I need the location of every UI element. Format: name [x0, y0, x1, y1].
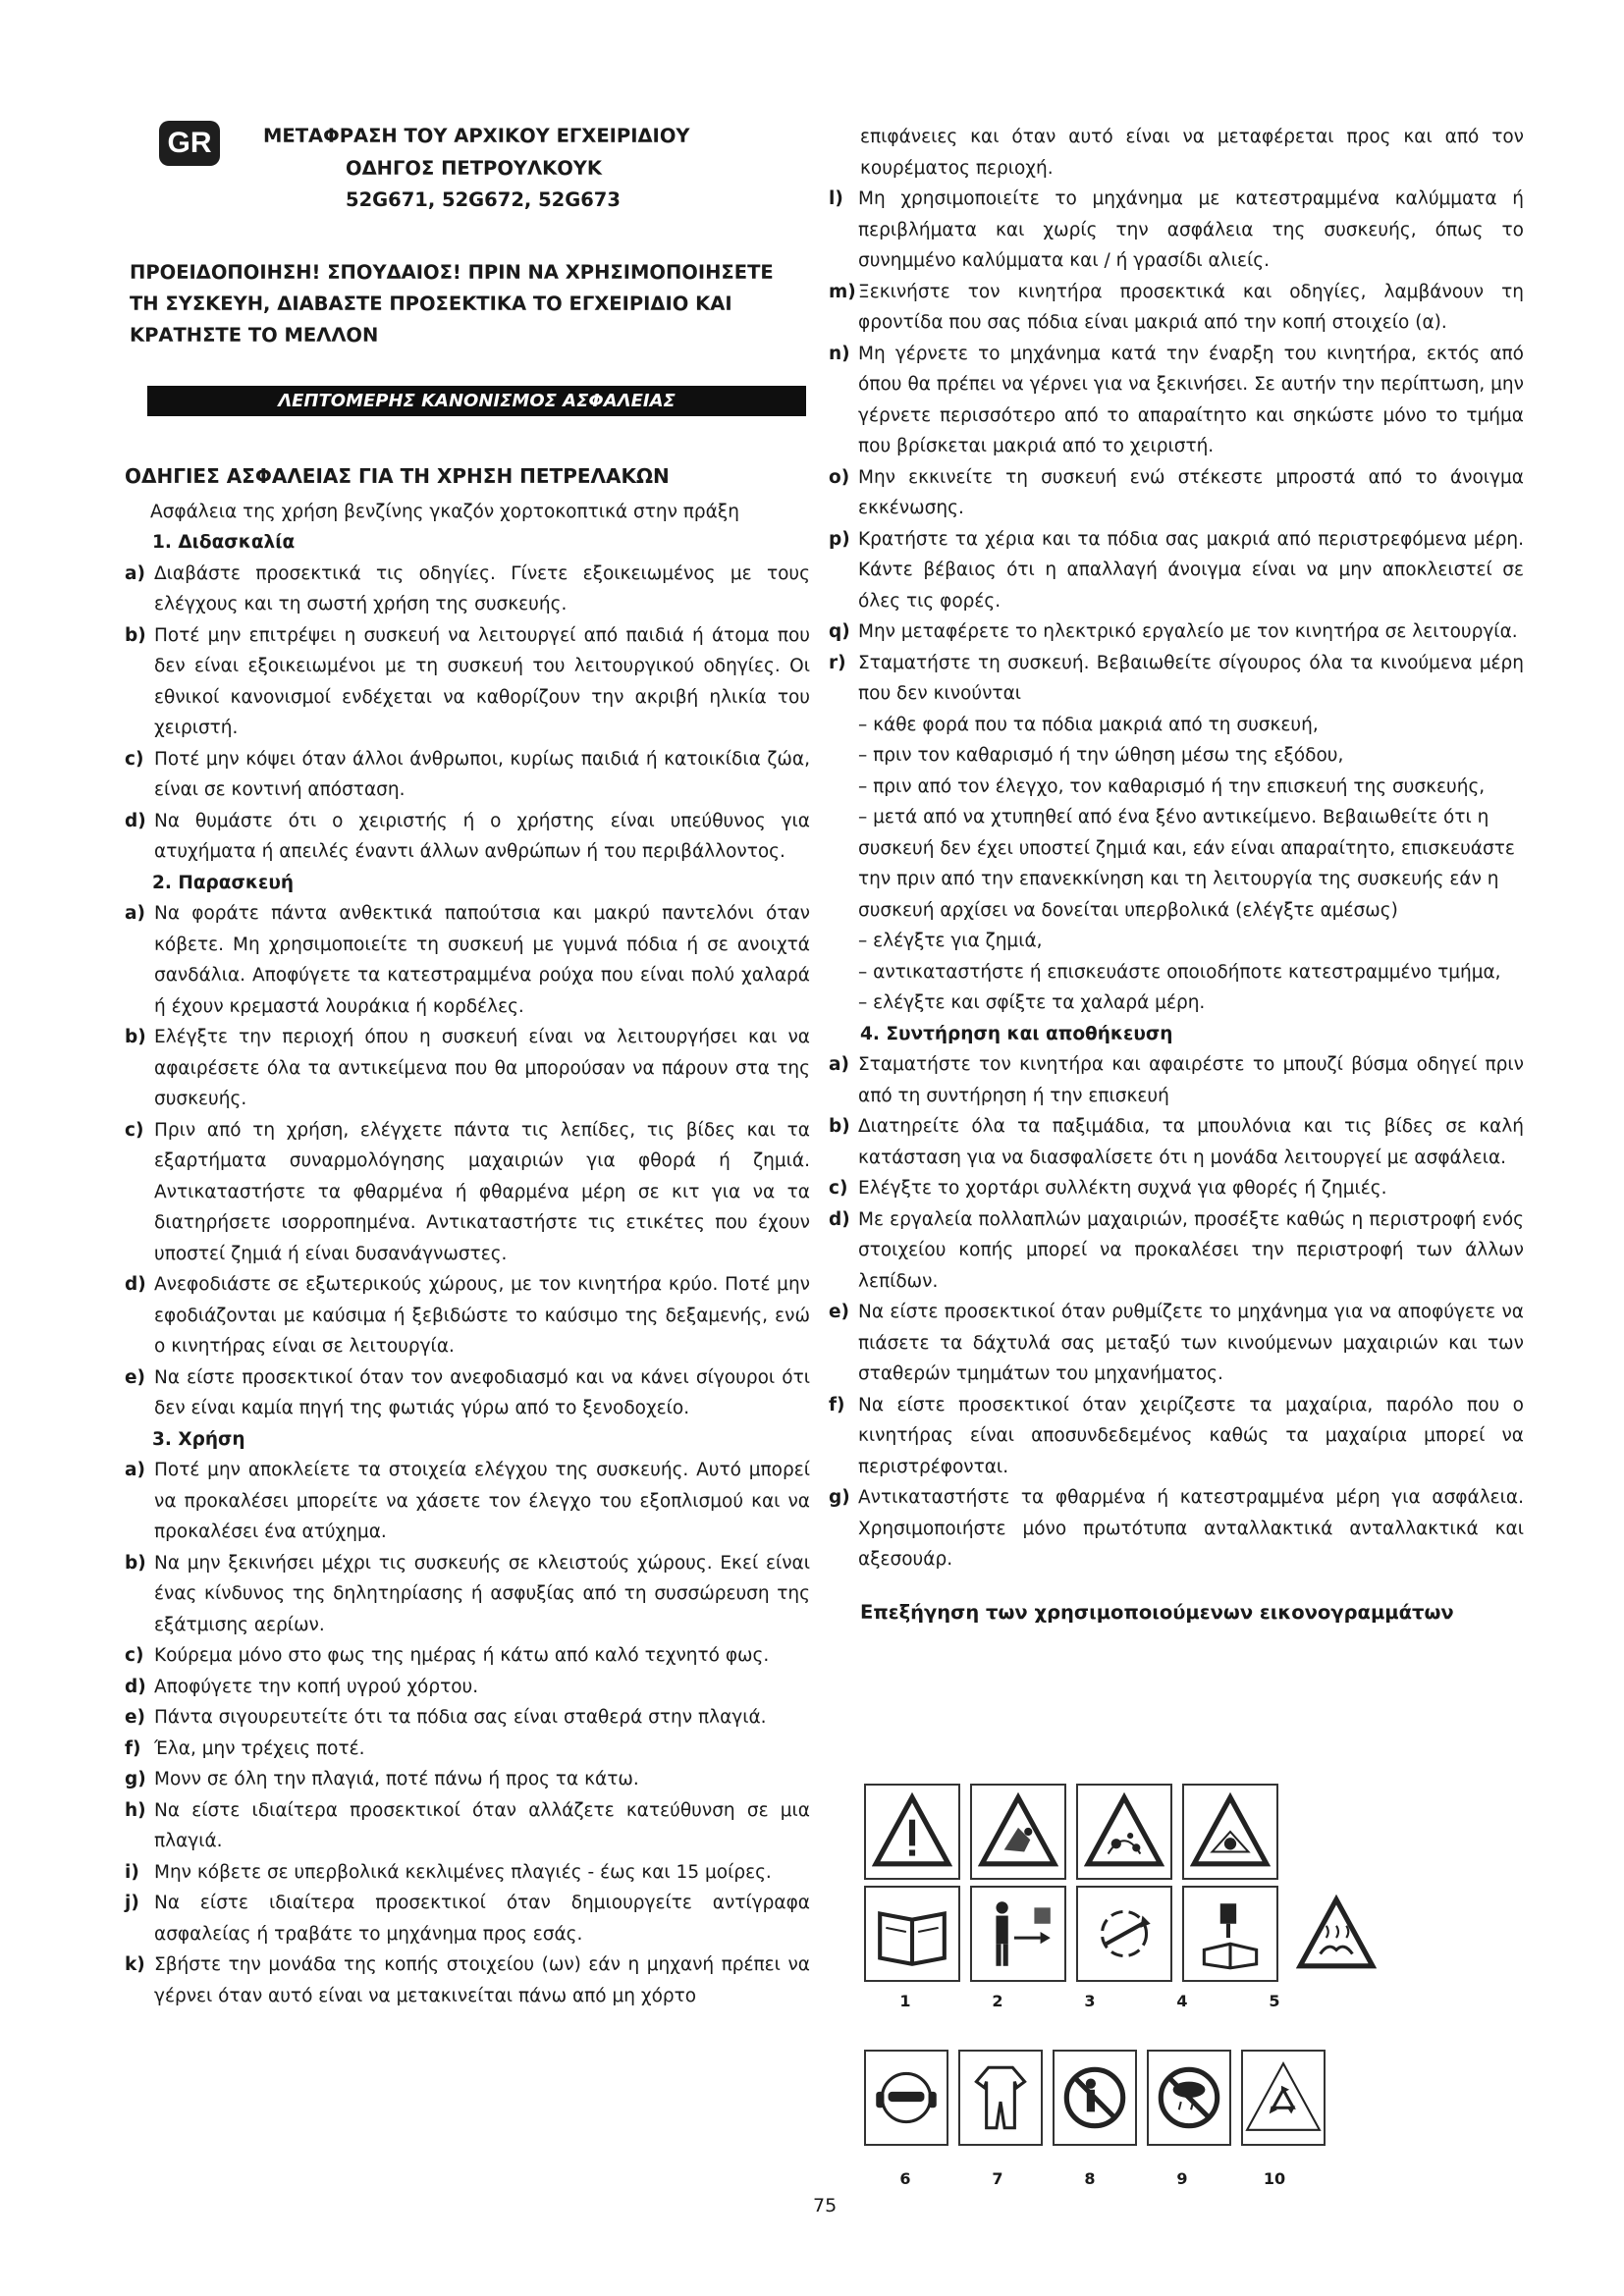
item-label: f) — [125, 1737, 141, 1759]
list-item — [829, 184, 1524, 277]
recycle-icon — [1241, 2050, 1326, 2146]
item-label: b) — [125, 624, 146, 646]
item-label: o) — [829, 466, 850, 488]
dash-item: – πριν τον καθαρισμό ή την ώθηση μέσω της εξόδου, — [858, 745, 1344, 766]
section-2-list — [125, 898, 810, 1424]
item-label: c) — [829, 1178, 848, 1199]
item-label: q) — [829, 621, 850, 642]
left-column — [125, 461, 810, 2011]
item-label: b) — [829, 1116, 850, 1137]
item-label: m) — [829, 281, 856, 302]
list-item — [125, 1734, 810, 1765]
list-item — [125, 806, 810, 868]
dash-item: – μετά από να χτυπηθεί από ένα ξένο αντικείμενο. Βεβαιωθείτε ότι η συσκευή δεν έχει υποστεί ζημιά και, εάν είναι απαραίτητο, επισκευάστε την πριν από την επανεκκίνηση και τη λειτουργία της συσκευής εάν η συσκευή αρχίσει να δονείται υπερβολικά (ελέγξτε αμέσως) — [858, 807, 1515, 921]
header-title-line2: ΟΔΗΓΟΣ ΠΕΤΡΟΥΛΚΟΥΚ — [346, 157, 603, 180]
keep-distance-icon — [970, 1886, 1066, 1982]
list-item — [829, 1049, 1524, 1111]
section-3-title: 3. Χρήση — [152, 1428, 245, 1450]
item-label: d) — [829, 1208, 850, 1230]
item-text: Πάντα σιγουρευτείτε ότι τα πόδια σας είναι σταθερά στην πλαγιά. — [154, 1707, 767, 1728]
item-text: Να είστε προσεκτικοί όταν τον ανεφοδιασμό και να κάνει σίγουροι ότι δεν είναι καμία πηγή της φωτιάς γύρω από το ξενοδοχείο. — [154, 1366, 810, 1418]
item-text: Διατηρείτε όλα τα παξιμάδια, τα μπουλόνια και τις βίδες σε καλή κατάσταση για να διασφαλίσετε ότι η μονάδα λειτουργεί με ασφάλεια. — [858, 1116, 1524, 1168]
item-text: Να φοράτε πάντα ανθεκτικά παπούτσια και μακρύ παντελόνι όταν κόβετε. Μη χρησιμοποιείτε τη συσκευή με γυμνά πόδια ή σε ανοιχτά σανδάλια. Αποφύγετε τα κατεστραμμένα ρούχα που είναι πολύ χαλαρά ή έχουν κρεμαστά λουράκια ή κορδέλες. — [154, 903, 810, 1017]
item-text: Σταματήστε τον κινητήρα και αφαιρέστε το μπουζί βύσμα οδηγεί πριν από τη συντήρηση ή την επισκευή — [858, 1054, 1524, 1106]
item-text: Μη χρησιμοποιείτε το μηχάνημα με κατεστραμμένα καλύμματα ή περιβλήματα και χωρίς την ασφάλεια της συσκευής, όπως το συνημμένο καλύμματα και / ή γρασίδι αλιείς. — [858, 188, 1524, 271]
list-item — [125, 1764, 810, 1795]
read-manual-icon — [864, 1886, 960, 1982]
item-text: Να είστε προσεκτικοί όταν ρυθμίζετε το μηχάνημα για να αποφύγετε να πιάσετε τα δάχτυλά σας μεταξύ των κινούμενων μαχαιριών και των σταθερών τμημάτων του μηχανήματος. — [858, 1302, 1524, 1384]
item-label: c) — [125, 1645, 144, 1666]
section-3-continued-list — [821, 184, 1524, 710]
icon-numbers-row-2 — [864, 2169, 1316, 2188]
section-2-title: 2. Παρασκευή — [152, 872, 294, 893]
list-item — [125, 1640, 810, 1672]
item-text: Ποτέ μην αποκλείετε τα στοιχεία ελέγχου της συσκευής. Αυτό μπορεί να προκαλέσει μπορείτε να χάσετε τον έλεγχο του εξοπλισμού και να προκαλέσει ένα ατύχημα. — [154, 1460, 810, 1542]
warning-notice: ΠΡΟΕΙΔΟΠΟΙΗΣΗ! ΣΠΟΥΔΑΙΟΣ! ΠΡΙΝ ΝΑ ΧΡΗΣΙΜΟΠΟΙΗΣΕΤΕ ΤΗ ΣΥΣΚΕΥΗ, ΔΙΑΒΑΣΤΕ ΠΡΟΣΕΚΤΙΚΑ ΤΟ ΕΓΧΕΙΡΙΔΙΟ ΚΑΙ ΚΡΑΤΗΣΤΕ ΤΟ ΜΕΛΛΟΝ — [130, 261, 774, 347]
warning-triangle-icon — [864, 1784, 960, 1880]
list-item — [125, 1548, 810, 1641]
list-item — [125, 744, 810, 806]
icon-number: 10 — [1263, 2169, 1286, 2188]
list-item — [829, 1204, 1524, 1298]
icon-1-stack — [864, 1784, 960, 1982]
item-label: e) — [125, 1366, 146, 1388]
item-text: Ελέγξτε το χορτάρι συλλέκτη συχνά για φθορές ή ζημιές. — [858, 1178, 1387, 1199]
icon-number: 9 — [1176, 2169, 1188, 2188]
item-text: Ποτέ μην κόψει όταν άλλοι άνθρωποι, κυρίως παιδιά ή κατοικίδια ζώα, είναι σε κοντινή απόσταση. — [154, 748, 810, 800]
header-title-line1: ΜΕΤΑΦΡΑΣΗ ΤΟΥ ΑΡΧΙΚΟΥ ΕΓΧΕΙΡΙΔΙΟΥ — [263, 125, 690, 147]
right-column — [821, 122, 1524, 1641]
hot-surface-warning-icon — [1288, 1886, 1384, 1982]
item-text: Σταματήστε τη συσκευή. Βεβαιωθείτε σίγουρος όλα τα κινούμενα μέρη που δεν κινούνται — [858, 652, 1524, 704]
item-text: Ποτέ μην επιτρέψει η συσκευή να λειτουργεί από παιδιά ή άτομα που δεν είναι εξοικειωμένοι με τη συσκευή του λειτουργικού οδηγίες. Οι εθνικοί κανονισμοί ενδέχεται να καθορίζουν την ακριβή ηλικία του χειριστή. — [154, 624, 810, 738]
dash-item: – κάθε φορά που τα πόδια μακριά από τη συσκευή, — [858, 714, 1319, 735]
icon-number: 4 — [1176, 1992, 1188, 2010]
icons-legend-title: Επεξήγηση των χρησιμοποιούμενων εικονογραμμάτων — [860, 1600, 1454, 1624]
pictogram-grid — [864, 1784, 1316, 2188]
item-label: a) — [125, 1460, 145, 1480]
icon-number: 6 — [899, 2169, 911, 2188]
item-label: a) — [829, 1054, 849, 1075]
item-label: d) — [125, 810, 146, 831]
item-label: e) — [125, 1707, 146, 1728]
item-text: Αντικαταστήστε τα φθαρμένα ή κατεστραμμένα μέρη για ασφάλεια. Χρησιμοποιήστε μόνο πρωτότυπα ανταλλακτικά ανταλλακτικά και αξεσουάρ. — [858, 1487, 1524, 1570]
dash-list — [821, 710, 1524, 1019]
no-bystanders-icon — [1053, 2050, 1137, 2146]
item-text: Να είστε προσεκτικοί όταν χειρίζεστε τα μαχαίρια, παρόλο που ο κινητήρας είναι αποσυνδεδεμένος καθώς τα μαχαίρια μπορεί να περιστρέφονται. — [858, 1394, 1524, 1477]
item-text: Ανεφοδιάστε σε εξωτερικούς χώρους, με τον κινητήρα κρύο. Ποτέ μην εφοδιάζονται με καύσιμα ή ξεβιδώστε το καύσιμο της δεξαμενής, ενώ ο κινητήρας είναι σε λειτουργία. — [154, 1274, 810, 1357]
item-label: d) — [125, 1676, 146, 1697]
language-badge: GR — [159, 121, 220, 166]
item-text: Μην κόβετε σε υπερβολικά κεκλιμένες πλαγιές - έως και 15 μοίρες. — [154, 1861, 772, 1883]
icon-row-bottom — [864, 2050, 1316, 2146]
icon-3-stack — [1076, 1784, 1172, 1982]
item-label: b) — [125, 1027, 146, 1047]
list-item — [829, 1482, 1524, 1575]
list-item — [829, 524, 1524, 617]
rotating-blade-icon — [1076, 1886, 1172, 1982]
item-text: Κρατήστε τα χέρια και τα πόδια σας μακριά από περιστρεφόμενα μέρη. Κάντε βέβαιος ότι η απαλλαγή άνοιγμα είναι να μην αποκλειστεί σε όλες τις φορές. — [858, 528, 1524, 612]
icon-2-stack — [970, 1784, 1066, 1982]
intro-text: Ασφάλεια της χρήση βενζίνης γκαζόν χορτοκοπτικά στην πράξη — [150, 501, 739, 522]
no-rain-icon — [1147, 2050, 1231, 2146]
disconnect-spark-plug-icon — [1182, 1886, 1278, 1982]
list-item — [125, 1672, 810, 1703]
item-text: Μονν σε όλη την πλαγιά, ποτέ πάνω ή προς τα κάτω. — [154, 1769, 639, 1789]
list-item — [125, 1888, 810, 1949]
item-label: r) — [829, 652, 846, 673]
section-4-list — [821, 1049, 1524, 1575]
list-item — [125, 1362, 810, 1424]
item-text: Να είστε ιδιαίτερα προσεκτικοί όταν δημιουργείτε αντίγραφα ασφαλείας ή τραβάτε το μηχάνημα προς εσάς. — [154, 1893, 810, 1945]
dash-item: – ελέγξτε και σφίξτε τα χαλαρά μέρη. — [858, 992, 1206, 1013]
item-label: g) — [125, 1769, 146, 1789]
list-item — [125, 1455, 810, 1548]
dash-item: – ελέγξτε για ζημιά, — [858, 931, 1043, 951]
section-4-title: 4. Συντήρηση και αποθήκευση — [860, 1023, 1173, 1044]
item-text: Ξεκινήστε τον κινητήρα προσεκτικά και οδηγίες, λαμβάνουν τη φροντίδα που σας πόδια είναι μακριά από την κοπή στοιχείο (α). — [858, 281, 1524, 333]
moving-parts-warning-icon — [1182, 1784, 1278, 1880]
icon-number: 2 — [992, 1992, 1003, 2010]
icon-number: 1 — [899, 1992, 911, 2010]
section-1-title: 1. Διδασκαλία — [152, 532, 296, 553]
item-text: Αποφύγετε την κοπή υγρού χόρτου. — [154, 1676, 479, 1697]
list-item — [125, 898, 810, 1022]
list-item — [829, 277, 1524, 339]
item-text: Κούρεμα μόνο στο φως της ημέρας ή κάτω από καλό τεχνητό φως. — [154, 1645, 770, 1666]
item-label: p) — [829, 528, 850, 550]
item-text: Μη γέρνετε το μηχάνημα κατά την έναρξη του κινητήρα, εκτός από όπου θα πρέπει να γέρνει για να ξεκινήσει. Σε αυτήν την περίπτωση, μην γέρνετε περισσότερο από το απαραίτητο και σηκώστε μόνο το τμήμα που βρίσκεται μακριά από το χειριστή. — [858, 343, 1524, 456]
item-text: Έλα, μην τρέχεις ποτέ. — [154, 1737, 365, 1759]
protective-clothing-icon — [958, 2050, 1043, 2146]
list-item — [125, 1949, 810, 2011]
item-label: c) — [125, 748, 144, 770]
item-text: Μην εκκινείτε τη συσκευή ενώ στέκεστε μπροστά από το άνοιγμα εκκένωσης. — [858, 466, 1524, 518]
item-text: Μην μεταφέρετε το ηλεκτρικό εργαλείο με τον κινητήρα σε λειτουργία. — [858, 621, 1518, 642]
list-item — [125, 1795, 810, 1857]
eye-ear-protection-icon — [864, 2050, 948, 2146]
list-item — [125, 1022, 810, 1115]
icon-4-stack — [1182, 1784, 1278, 1982]
item-text: Ελέγξτε την περιοχή όπου η συσκευή είναι να λειτουργήσει και να αφαιρέσετε όλα τα αντικείμενα που θα μπορούσαν να πάρουν στα της συσκευής. — [154, 1027, 810, 1109]
item-label: d) — [125, 1274, 146, 1295]
list-item — [829, 648, 1524, 710]
hand-injury-warning-icon — [970, 1784, 1066, 1880]
section-1-list — [125, 559, 810, 868]
header-model-numbers: 52G671, 52G672, 52G673 — [346, 188, 621, 211]
list-item — [829, 339, 1524, 462]
list-item — [125, 1702, 810, 1734]
thrown-objects-warning-icon — [1076, 1784, 1172, 1880]
list-item — [829, 1297, 1524, 1390]
icon-5-stack — [1288, 1784, 1384, 1982]
icon-numbers-row-1 — [864, 1992, 1316, 2010]
item-label: c) — [125, 1119, 144, 1141]
list-item — [125, 1269, 810, 1362]
item-label: h) — [125, 1799, 146, 1821]
item-label: a) — [125, 903, 145, 924]
icon-number: 7 — [992, 2169, 1003, 2188]
dash-item: – πριν από τον έλεγχο, τον καθαρισμό ή την επισκευή της συσκευής, — [858, 775, 1486, 797]
list-item — [829, 462, 1524, 524]
item-label: n) — [829, 343, 850, 364]
item-text: Με εργαλεία πολλαπλών μαχαιριών, προσέξτε καθώς η περιστροφή ενός στοιχείου κοπής μπορεί να προκαλέσει την περιστροφή των άλλων λεπίδων. — [858, 1208, 1524, 1292]
item-label: f) — [829, 1394, 845, 1415]
item-text: Να θυμάστε ότι ο χειριστής ή ο χρήστης είναι υπεύθυνος για ατυχήματα ή απειλές έναντι άλλων ανθρώπων ή του περιβάλλοντος. — [154, 810, 810, 862]
item-label: j) — [125, 1893, 139, 1913]
item-label: g) — [829, 1487, 850, 1508]
item-label: b) — [125, 1552, 146, 1574]
list-item — [125, 559, 810, 620]
list-item — [829, 1173, 1524, 1204]
section-3-list — [125, 1455, 810, 2011]
dash-item: – αντικαταστήστε ή επισκευάστε οποιοδήποτε κατεστραμμένο τμήμα, — [858, 961, 1501, 983]
list-item — [125, 1115, 810, 1270]
item-text: Διαβάστε προσεκτικά τις οδηγίες. Γίνετε εξοικειωμένος με τους ελέγχους και τη σωστή χρήση της συσκευής. — [154, 562, 810, 614]
continued-text: επιφάνειες και όταν αυτό είναι να μεταφέρεται προς και από τον κουρέματος περιοχή. — [860, 127, 1524, 179]
list-item — [125, 1857, 810, 1889]
icon-number: 3 — [1084, 1992, 1096, 2010]
list-item — [829, 616, 1524, 648]
item-label: i) — [125, 1861, 139, 1883]
safety-heading: ΟΔΗΓΙΕΣ ΑΣΦΑΛΕΙΑΣ ΓΙΑ ΤΗ ΧΡΗΣΗ ΠΕΤΡΕΛΑΚΩΝ — [125, 464, 670, 488]
list-item — [125, 620, 810, 744]
item-text: Να είστε ιδιαίτερα προσεκτικοί όταν αλλάζετε κατεύθυνση σε μια πλαγιά. — [154, 1799, 810, 1851]
icon-number: 5 — [1269, 1992, 1280, 2010]
item-text: Να μην ξεκινήσει μέχρι τις συσκευής σε κλειστούς χώρους. Εκεί είναι ένας κίνδυνος της δηλητηρίασης ή ασφυξίας από τη συσσώρευση της εξάτμισης αερίων. — [154, 1552, 810, 1635]
list-item — [829, 1111, 1524, 1173]
item-label: e) — [829, 1302, 850, 1322]
page-number: 75 — [813, 2195, 838, 2216]
icon-number: 8 — [1084, 2169, 1096, 2188]
section-bar: ΛΕΠΤΟΜΕΡΗΣ ΚΑΝΟΝΙΣΜΟΣ ΑΣΦΑΛΕΙΑΣ — [147, 386, 806, 416]
item-label: l) — [829, 188, 843, 209]
icon-row-top — [864, 1784, 1316, 1982]
list-item — [829, 1390, 1524, 1483]
item-label: k) — [125, 1954, 145, 1975]
item-text: Σβήστε την μονάδα της κοπής στοιχείου (ων) εάν η μηχανή πρέπει να γέρνει όταν αυτό είναι να μετακινείται πάνω από μη χόρτο — [154, 1954, 810, 2006]
item-text: Πριν από τη χρήση, ελέγχετε πάντα τις λεπίδες, τις βίδες και τα εξαρτήματα συναρμολόγησης μαχαιριών για φθορά ή ζημιά. Αντικαταστήστε τα φθαρμένα ή φθαρμένα μέρη σε κιτ για να τα διατηρήσετε ισορροπημένα. Αντικαταστήστε τις ετικέτες που έχουν υποστεί ζημιά ή είναι δυσανάγνωστες. — [154, 1119, 810, 1264]
item-label: a) — [125, 562, 145, 584]
